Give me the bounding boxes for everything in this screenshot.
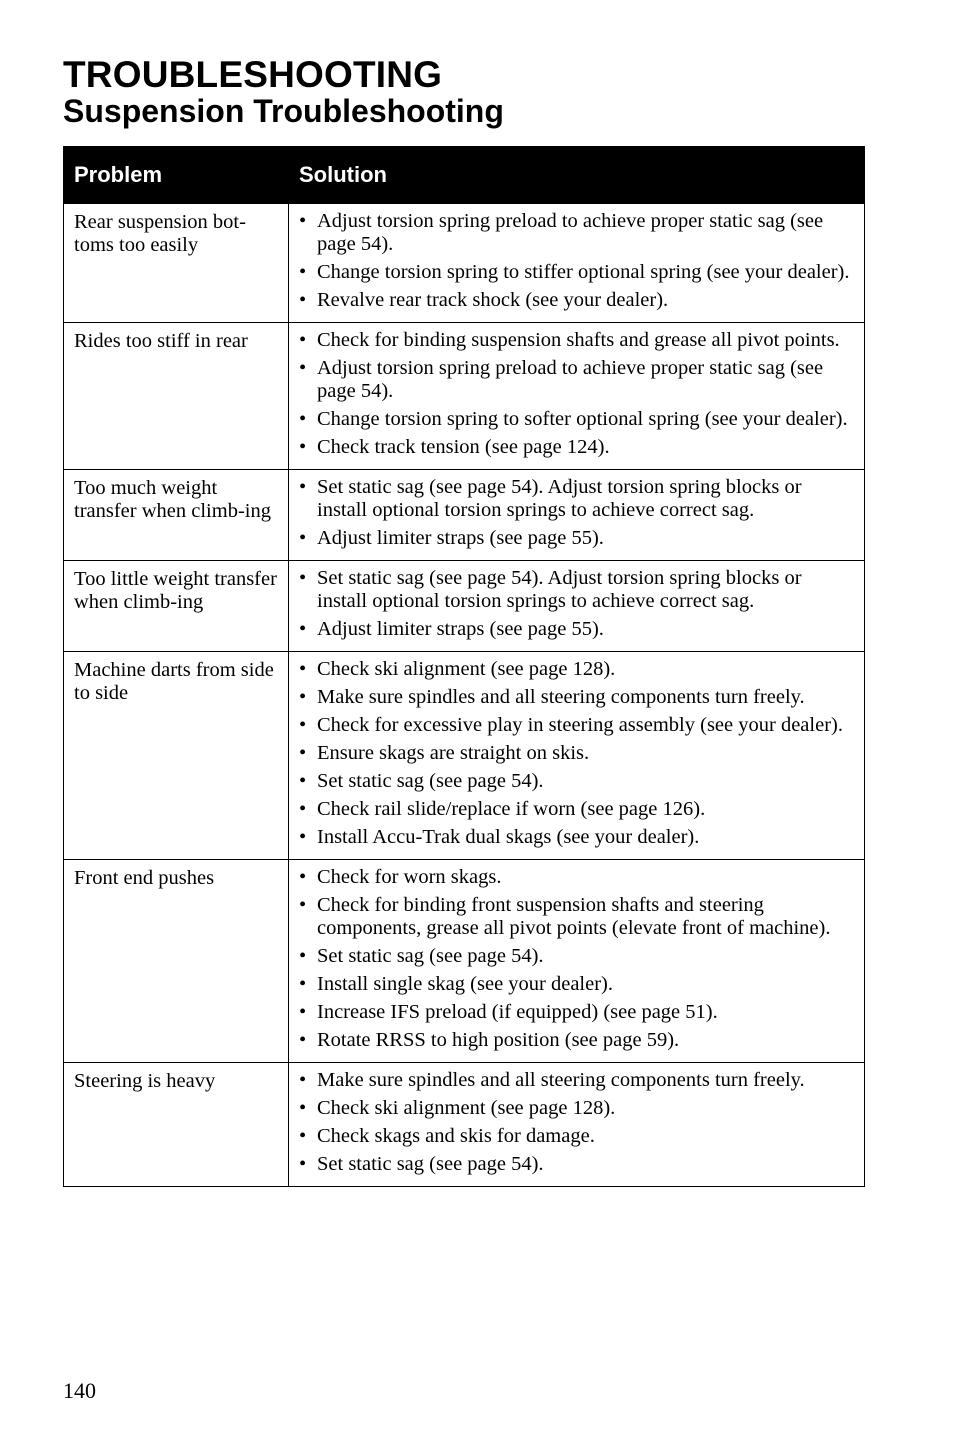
solution-item: • Revalve rear track shock (see your dealer). (299, 289, 856, 312)
solution-item: • Check ski alignment (see page 128). (299, 658, 856, 681)
problem-cell: Too much weight transfer when climb-ing (64, 470, 289, 561)
solution-item: • Adjust torsion spring preload to achieve proper static sag (see page 54). (299, 210, 856, 256)
solution-item: • Ensure skags are straight on skis. (299, 742, 856, 765)
table-header-row (64, 147, 865, 204)
solution-cell (289, 652, 865, 860)
solution-list (299, 476, 856, 550)
page-number: 140 (63, 1378, 96, 1403)
column-header-problem: Problem (64, 147, 289, 204)
solution-item: • Check skags and skis for damage. (299, 1125, 856, 1148)
table-row (64, 652, 865, 860)
section-subtitle: Suspension Troubleshooting (63, 93, 504, 129)
solution-item: • Rotate RRSS to high position (see page 59). (299, 1029, 856, 1052)
solution-cell (289, 204, 865, 323)
table-row (64, 860, 865, 1063)
table-row (64, 204, 865, 323)
solution-item: • Install single skag (see your dealer). (299, 973, 856, 996)
problem-cell: Steering is heavy (64, 1063, 289, 1187)
table-row (64, 323, 865, 470)
solution-item: • Set static sag (see page 54). Adjust torsion spring blocks or install optional torsion springs to achieve correct sag. (299, 567, 856, 613)
solution-item: • Adjust limiter straps (see page 55). (299, 618, 856, 641)
solution-item: • Check rail slide/replace if worn (see page 126). (299, 798, 856, 821)
solution-list (299, 329, 856, 459)
solution-list (299, 866, 856, 1052)
solution-item: • Increase IFS preload (if equipped) (see page 51). (299, 1001, 856, 1024)
solution-item: • Set static sag (see page 54). (299, 945, 856, 968)
solution-item: • Check for excessive play in steering assembly (see your dealer). (299, 714, 856, 737)
table-row (64, 1063, 865, 1187)
solution-item: • Adjust limiter straps (see page 55). (299, 527, 856, 550)
problem-cell: Too little weight transfer when climb-ing (64, 561, 289, 652)
solution-item: • Change torsion spring to stiffer optional spring (see your dealer). (299, 261, 856, 284)
solution-cell (289, 561, 865, 652)
solution-list (299, 1069, 856, 1176)
column-header-solution: Solution (289, 147, 865, 204)
solution-item: • Set static sag (see page 54). Adjust torsion spring blocks or install optional torsion springs to achieve correct sag. (299, 476, 856, 522)
solution-item: • Set static sag (see page 54). (299, 770, 856, 793)
solution-item: • Make sure spindles and all steering components turn freely. (299, 686, 856, 709)
solution-item: • Adjust torsion spring preload to achieve proper static sag (see page 54). (299, 357, 856, 403)
solution-list (299, 210, 856, 312)
solution-cell (289, 470, 865, 561)
solution-cell (289, 1063, 865, 1187)
solution-item: • Install Accu-Trak dual skags (see your dealer). (299, 826, 856, 849)
page-title: TROUBLESHOOTING (63, 54, 443, 95)
table-row (64, 561, 865, 652)
solution-item: • Check for binding front suspension shafts and steering components, grease all pivot points (elevate front of machine). (299, 894, 856, 940)
problem-cell: Rides too stiff in rear (64, 323, 289, 470)
problem-cell: Rear suspension bot-toms too easily (64, 204, 289, 323)
solution-item: • Change torsion spring to softer optional spring (see your dealer). (299, 408, 856, 431)
solution-item: • Set static sag (see page 54). (299, 1153, 856, 1176)
solution-item: • Check for binding suspension shafts and grease all pivot points. (299, 329, 856, 352)
table-row (64, 470, 865, 561)
solution-item: • Make sure spindles and all steering components turn freely. (299, 1069, 856, 1092)
problem-cell: Machine darts from side to side (64, 652, 289, 860)
problem-cell: Front end pushes (64, 860, 289, 1063)
solution-list (299, 567, 856, 641)
solution-cell (289, 860, 865, 1063)
solution-list (299, 658, 856, 849)
solution-cell (289, 323, 865, 470)
solution-item: • Check for worn skags. (299, 866, 856, 889)
solution-item: • Check track tension (see page 124). (299, 436, 856, 459)
troubleshooting-table (63, 146, 865, 1187)
solution-item: • Check ski alignment (see page 128). (299, 1097, 856, 1120)
